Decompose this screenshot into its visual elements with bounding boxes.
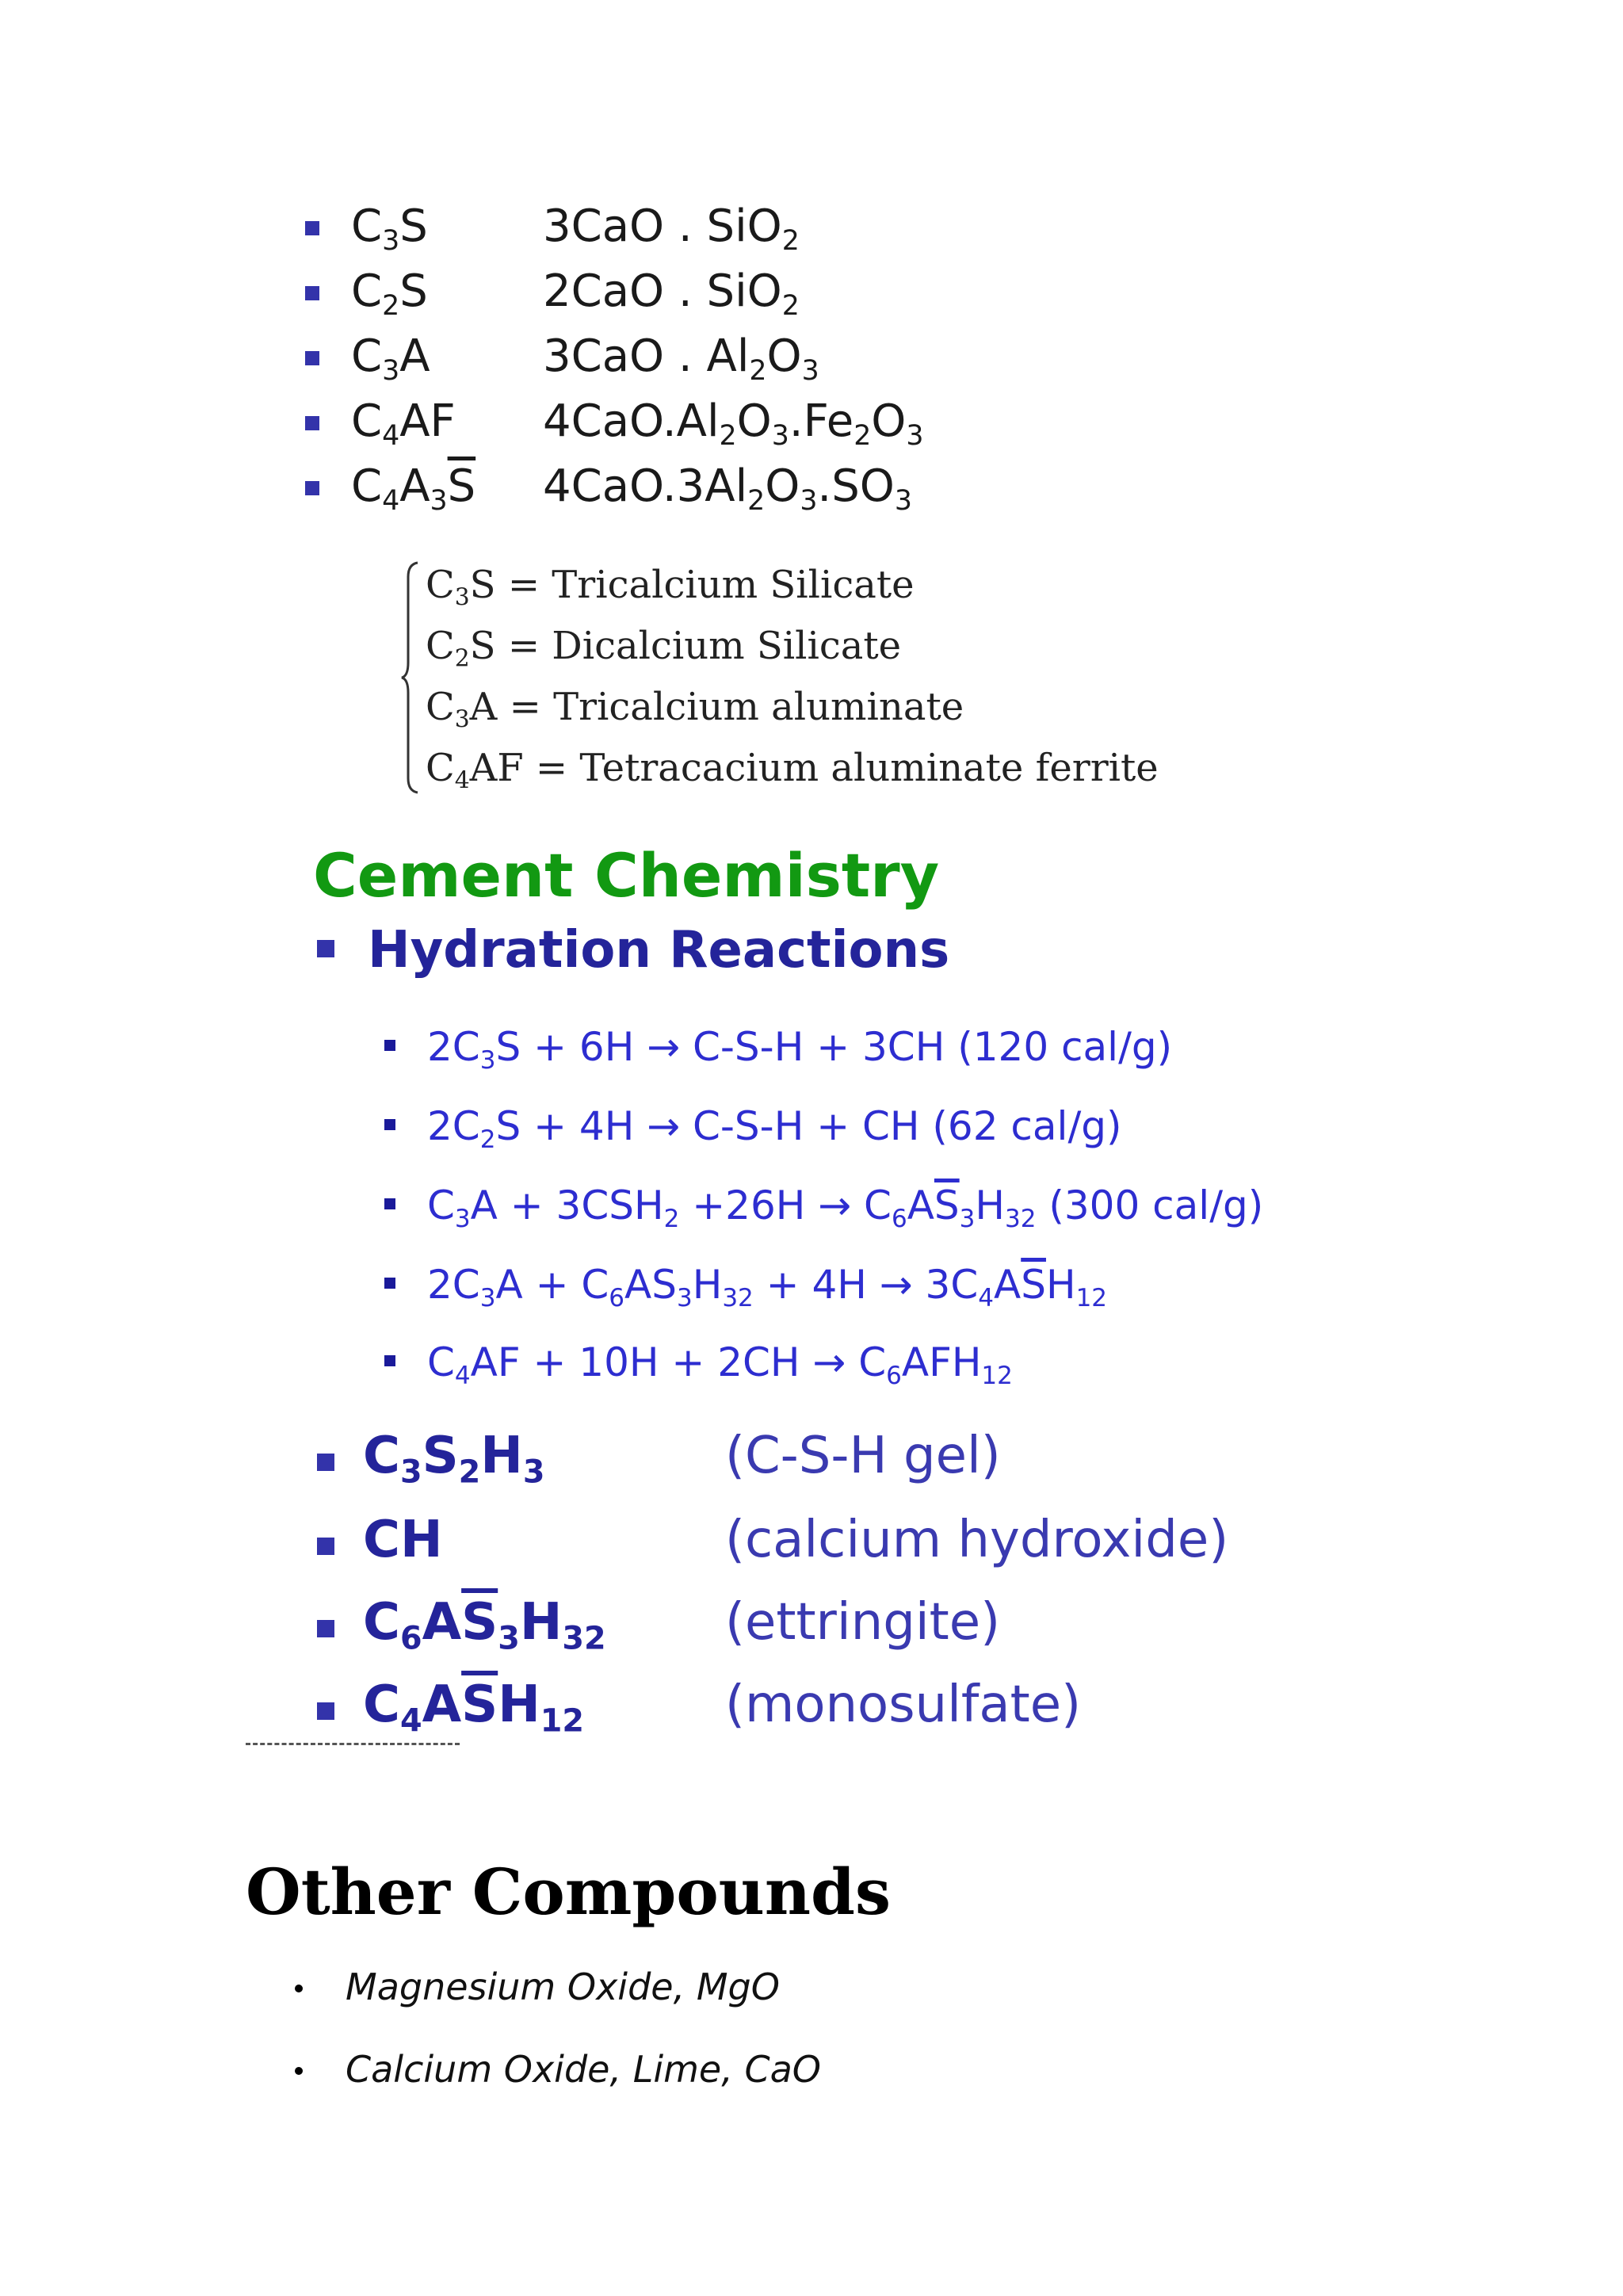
compound-abbr: $C_4A_3\overline{S}$	[351, 460, 476, 518]
reaction-line: $C_3A + 3CSH_2 +26H \to C_6A\overline{S}_3H_{32}$ (300 cal/g)	[384, 1182, 1335, 1228]
product-name: (C-S-H gel)	[725, 1427, 1001, 1485]
compound-row	[305, 454, 1018, 519]
bullet-dot-icon	[295, 2067, 303, 2075]
product-row	[317, 1511, 1268, 1590]
square-bullet-icon	[305, 286, 319, 300]
compound-row	[305, 389, 1018, 454]
product-row	[317, 1427, 1268, 1506]
definition-group	[400, 555, 1159, 800]
compound-row	[305, 194, 1018, 259]
square-bullet-icon	[305, 416, 319, 430]
definition-list	[426, 555, 1159, 799]
square-bullet-icon	[384, 1119, 395, 1130]
square-bullet-icon	[384, 1278, 395, 1289]
product-name: (monosulfate)	[725, 1675, 1082, 1734]
cement-chemistry-title: Cement Chemistry	[313, 840, 940, 911]
reaction-line: $2C_3A + C_6AS_3H_{32} + 4H \to 3C_4A\overline{S}H_{12}$	[384, 1262, 1335, 1308]
product-row	[317, 1675, 1268, 1755]
definition-line: $C_3A$ = Tricalcium aluminate	[426, 685, 964, 734]
product-formula: $C_6A\overline{S}_3H_{32}$	[363, 1593, 606, 1657]
product-formula: CH	[363, 1511, 443, 1569]
square-bullet-icon	[317, 1702, 334, 1720]
square-bullet-icon	[384, 1198, 395, 1209]
definition-line: $C_3S$ = Tricalcium Silicate	[426, 563, 915, 612]
compound-formula: $4CaO.3Al_2O_3.SO_3$	[543, 460, 912, 518]
reaction-line: $2C_2S + 4H \to C-S-H$ + CH (62 cal/g)	[384, 1103, 1335, 1149]
product-name: (calcium hydroxide)	[725, 1511, 1229, 1569]
square-bullet-icon	[384, 1355, 395, 1366]
list-item: Calcium Oxide, Lime, CaO	[295, 2048, 821, 2091]
square-bullet-icon	[317, 940, 334, 957]
crop-divider	[246, 1743, 460, 1745]
list-item: Magnesium Oxide, MgO	[295, 1966, 780, 2008]
compound-row	[305, 324, 1018, 389]
compound-abbr: $C_3S$	[351, 201, 428, 258]
product-formula: $C_3S_2H_3$	[363, 1427, 545, 1491]
square-bullet-icon	[317, 1454, 334, 1471]
compound-abbr: $C_4AF$	[351, 395, 456, 453]
other-compounds-heading: Other Compounds	[246, 1855, 891, 1929]
product-formula: $C_4A\overline{S}H_{12}$	[363, 1675, 584, 1740]
square-bullet-icon	[305, 481, 319, 495]
definition-line: $C_4AF$ = Tetracacium aluminate ferrite	[426, 746, 1159, 795]
compound-formula: $4CaO.Al_2O_3.Fe_2O_3$	[543, 395, 924, 453]
definition-line: $C_2S$ = Dicalcium Silicate	[426, 624, 902, 673]
square-bullet-icon	[384, 1040, 395, 1051]
compound-row	[305, 259, 1018, 324]
reaction-line: $2C_3S + 6H \to C-S-H + 3CH$ (120 cal/g)	[384, 1024, 1335, 1070]
product-row	[317, 1593, 1268, 1672]
compound-abbr: $C_2S$	[351, 266, 428, 323]
compound-list	[305, 194, 1018, 519]
square-bullet-icon	[305, 221, 319, 235]
square-bullet-icon	[317, 1620, 334, 1637]
square-bullet-icon	[317, 1538, 334, 1555]
hydration-reactions-heading: Hydration Reactions	[317, 921, 949, 980]
square-bullet-icon	[305, 351, 319, 365]
reaction-line: $C_4AF + 10H + 2CH \to C_6AFH_{12}$	[384, 1339, 1335, 1385]
compound-abbr: $C_3A$	[351, 330, 430, 388]
compound-formula: 2CaO . SiO$_2$	[543, 266, 800, 323]
curly-brace-icon	[400, 561, 421, 794]
bullet-dot-icon	[295, 1985, 303, 1992]
compound-formula: 3CaO . SiO$_2$	[543, 201, 800, 258]
compound-formula: 3CaO . $Al_2O_3$	[543, 330, 819, 388]
product-name: (ettringite)	[725, 1593, 1001, 1652]
